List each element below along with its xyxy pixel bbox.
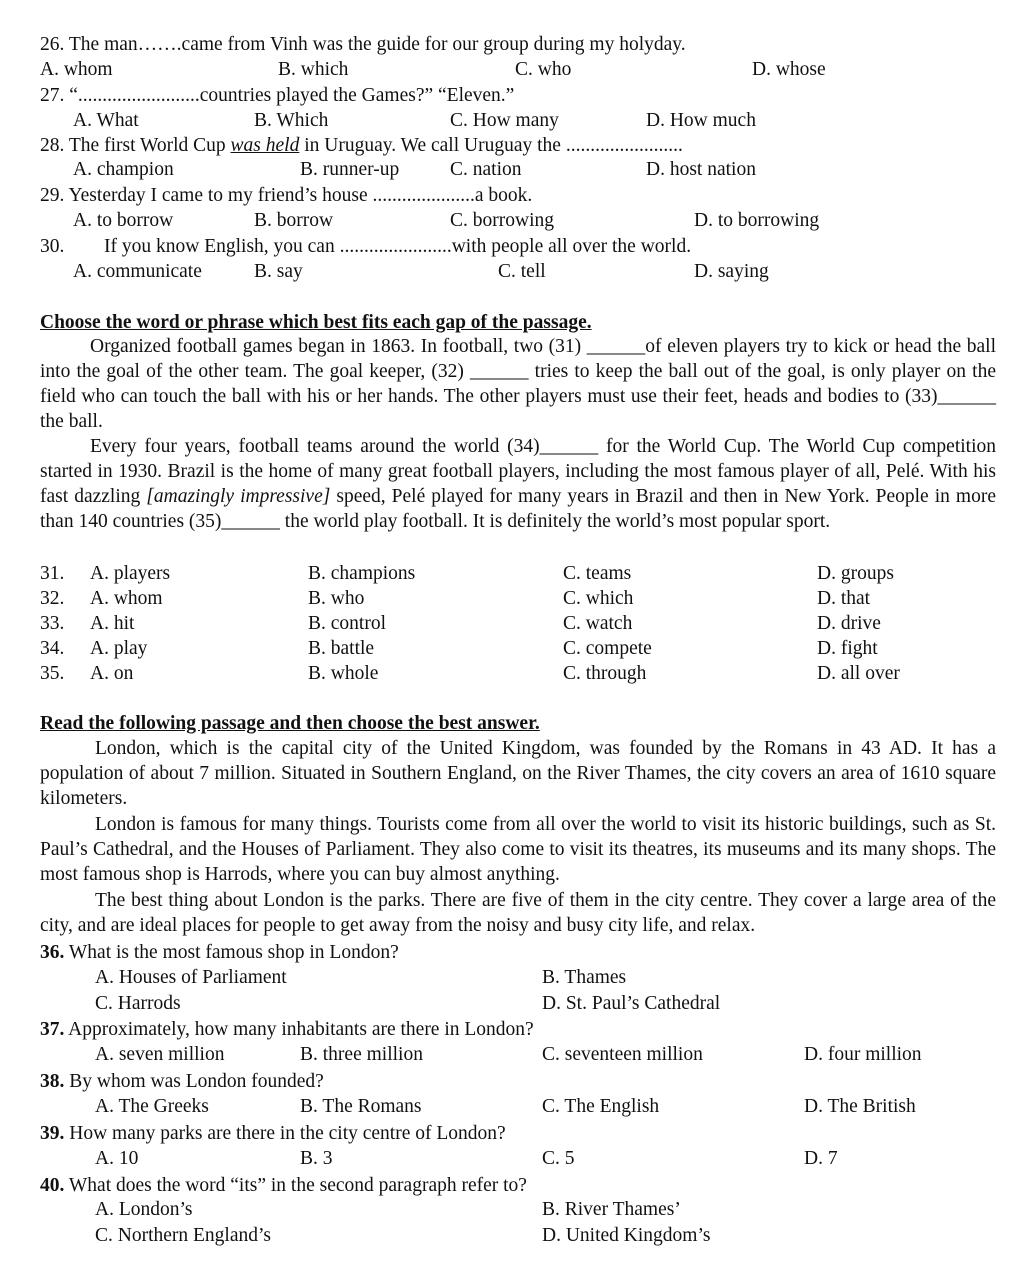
q39-option-c[interactable]: C. 5 (542, 1148, 575, 1169)
q28-option-d[interactable]: D. host nation (646, 159, 756, 180)
q36-text: What is the most famous shop in London? (64, 942, 399, 963)
q34-option-d[interactable]: D. fight (817, 638, 878, 659)
q40-option-b[interactable]: B. River Thames’ (542, 1199, 681, 1220)
q40-option-d[interactable]: D. United Kingdom’s (542, 1225, 711, 1246)
q37-option-c[interactable]: C. seventeen million (542, 1044, 703, 1065)
question-29-stem: 29. Yesterday I came to my friend’s house .....................a book. (40, 185, 533, 206)
question-37-stem (40, 1017, 534, 1042)
q40-text: What does the word “its” in the second paragraph refer to? (64, 1175, 527, 1196)
q37-option-d[interactable]: D. four million (804, 1044, 922, 1065)
reading-paragraph-3-text: The best thing about London is the parks. There are five of them in the city centre. They cover a large area of the city, and are ideal places for people to get away from the noisy and busy city life, and relax. (40, 890, 996, 936)
reading-paragraph-1 (40, 736, 996, 811)
question-30-number: 30. (40, 236, 65, 257)
q37-option-a[interactable]: A. seven million (95, 1044, 225, 1065)
q26-option-d[interactable]: D. whose (752, 59, 826, 80)
q33-option-d[interactable]: D. drive (817, 613, 881, 634)
q38-number: 38. (40, 1071, 65, 1092)
q26-option-a[interactable]: A. whom (40, 59, 113, 80)
q34-option-b[interactable]: B. battle (308, 638, 375, 659)
cloze-paragraph-2 (40, 434, 996, 534)
q37-text: Approximately, how many inhabitants are there in London? (64, 1019, 534, 1040)
q40-option-c[interactable]: C. Northern England’s (95, 1225, 272, 1246)
q34-option-a[interactable]: A. play (90, 638, 148, 659)
q40-number: 40. (40, 1175, 65, 1196)
q36-number: 36. (40, 942, 65, 963)
q30-option-b[interactable]: B. say (254, 261, 303, 282)
q33-option-b[interactable]: B. control (308, 613, 386, 634)
q40-option-a[interactable]: A. London’s (95, 1199, 193, 1220)
q30-option-c[interactable]: C. tell (498, 261, 546, 282)
q28-option-a[interactable]: A. champion (73, 159, 174, 180)
question-30-stem: If you know English, you can .......................with people all over the world. (104, 236, 692, 257)
reading-section-heading: Read the following passage and then choose the best answer. (40, 713, 540, 734)
q32-option-b[interactable]: B. who (308, 588, 365, 609)
q33-option-c[interactable]: C. watch (563, 613, 633, 634)
q39-option-a[interactable]: A. 10 (95, 1148, 139, 1169)
reading-paragraph-2-text: London is famous for many things. Tourists come from all over the world to visit its historic buildings, such as St. Paul’s Cathedral, and the Houses of Parliament. They also come to visit its theatres, its museums and its many shops. The most famous shop is Harrods, where you can buy almost anything. (40, 814, 996, 885)
q31-option-c[interactable]: C. teams (563, 563, 632, 584)
q35-option-a[interactable]: A. on (90, 663, 134, 684)
q28-stem-before: 28. The first World Cup (40, 135, 231, 156)
q28-option-c[interactable]: C. nation (450, 159, 522, 180)
q38-option-c[interactable]: C. The English (542, 1096, 660, 1117)
q36-option-d[interactable]: D. St. Paul’s Cathedral (542, 993, 721, 1014)
q39-option-b[interactable]: B. 3 (300, 1148, 333, 1169)
reading-paragraph-3 (40, 888, 996, 938)
q38-option-d[interactable]: D. The British (804, 1096, 916, 1117)
q27-option-d[interactable]: D. How much (646, 110, 756, 131)
cloze-q35-number: 35. (40, 663, 65, 684)
q39-text: How many parks are there in the city centre of London? (64, 1123, 506, 1144)
q26-option-c[interactable]: C. who (515, 59, 572, 80)
q28-option-b[interactable]: B. runner-up (300, 159, 400, 180)
q36-option-a[interactable]: A. Houses of Parliament (95, 967, 287, 988)
q28-stem-after: in Uruguay. We call Uruguay the ........................ (299, 135, 683, 156)
q39-option-d[interactable]: D. 7 (804, 1148, 838, 1169)
q31-option-b[interactable]: B. champions (308, 563, 416, 584)
q29-option-c[interactable]: C. borrowing (450, 210, 554, 231)
cloze-q32-number: 32. (40, 588, 65, 609)
q37-option-b[interactable]: B. three million (300, 1044, 423, 1065)
cloze-q31-number: 31. (40, 563, 65, 584)
q37-number: 37. (40, 1019, 65, 1040)
question-38-stem (40, 1069, 324, 1094)
q31-option-d[interactable]: D. groups (817, 563, 894, 584)
cloze-section-heading: Choose the word or phrase which best fits each gap of the passage. (40, 312, 592, 333)
cloze-q33-number: 33. (40, 613, 65, 634)
reading-paragraph-2 (40, 812, 996, 887)
cloze-p2-after: speed, Pelé played for many years in Brazil and then in New York. People in more than 140 countries (35)______ the world play football. It is definitely the world’s most popular sport. (40, 486, 996, 532)
q35-option-c[interactable]: C. through (563, 663, 647, 684)
q29-option-a[interactable]: A. to borrow (73, 210, 174, 231)
q36-option-c[interactable]: C. Harrods (95, 993, 181, 1014)
q32-option-d[interactable]: D. that (817, 588, 871, 609)
q34-option-c[interactable]: C. compete (563, 638, 652, 659)
q35-option-b[interactable]: B. whole (308, 663, 379, 684)
q35-option-d[interactable]: D. all over (817, 663, 900, 684)
cloze-paragraph-1-text: Organized football games began in 1863. In football, two (31) ______of eleven players try to kick or head the ball into the goal of the other team. The goal keeper, (32) ______ tries to keep the ball out of the goal, is only player on the field who can touch the ball with his or her hands. The other players must use their feet, heads and bodies to (33)______ the ball. (40, 336, 996, 432)
q27-option-b[interactable]: B. Which (254, 110, 329, 131)
q30-option-d[interactable]: D. saying (694, 261, 769, 282)
q26-option-b[interactable]: B. which (278, 59, 349, 80)
q27-option-a[interactable]: A. What (73, 110, 139, 131)
q31-option-a[interactable]: A. players (90, 563, 171, 584)
q36-option-b[interactable]: B. Thames (542, 967, 627, 988)
q30-option-a[interactable]: A. communicate (73, 261, 202, 282)
q27-option-c[interactable]: C. How many (450, 110, 559, 131)
question-40-stem (40, 1173, 527, 1198)
cloze-paragraph-1 (40, 334, 996, 434)
q33-option-a[interactable]: A. hit (90, 613, 135, 634)
q28-stem-emphasis: was held (230, 135, 300, 156)
question-36-stem (40, 940, 399, 965)
reading-paragraph-1-text: London, which is the capital city of the United Kingdom, was founded by the Romans in 43 AD. It has a population of about 7 million. Situated in Southern England, on the River Thames, the city covers an area of 1610 square kilometers. (40, 738, 996, 809)
q38-option-b[interactable]: B. The Romans (300, 1096, 422, 1117)
question-26-stem: 26. The man…….came from Vinh was the guide for our group during my holyday. (40, 34, 686, 55)
q39-number: 39. (40, 1123, 65, 1144)
q29-option-d[interactable]: D. to borrowing (694, 210, 820, 231)
q38-option-a[interactable]: A. The Greeks (95, 1096, 209, 1117)
question-27-stem: 27. “.........................countries played the Games?” “Eleven.” (40, 85, 515, 106)
question-28-stem (40, 133, 683, 158)
q29-option-b[interactable]: B. borrow (254, 210, 334, 231)
question-39-stem (40, 1121, 506, 1146)
q32-option-c[interactable]: C. which (563, 588, 634, 609)
cloze-p2-before: Every four years, football teams around the world (34)______ for the World Cup. The World Cup competition started in 1930. Brazil is the home of many great football players, including the most famous player of all, Pelé. With his fast dazzling (40, 436, 996, 507)
cloze-p2-emphasis: [amazingly impressive] (146, 486, 331, 507)
cloze-q34-number: 34. (40, 638, 65, 659)
q32-option-a[interactable]: A. whom (90, 588, 163, 609)
q38-text: By whom was London founded? (64, 1071, 324, 1092)
